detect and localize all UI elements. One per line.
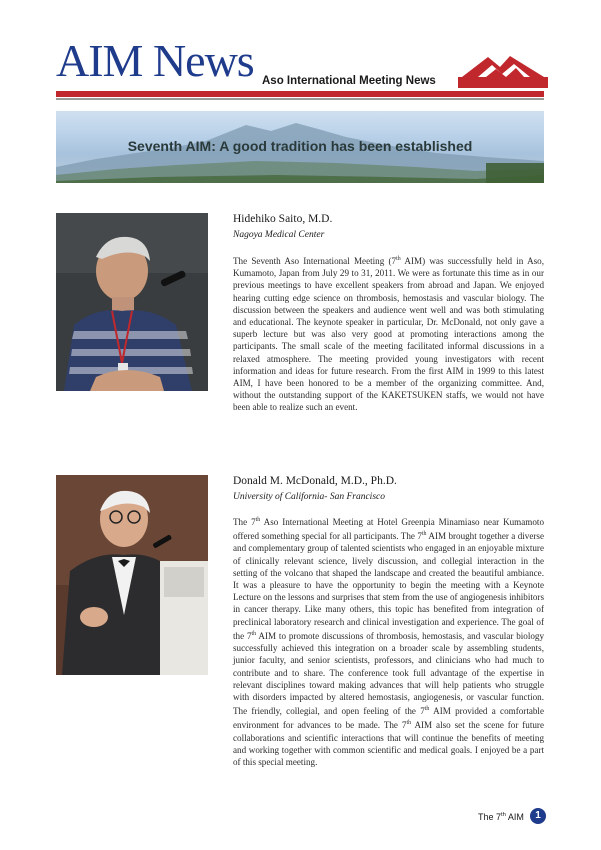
masthead-red-rule <box>56 91 544 97</box>
author-photo-saito <box>56 213 208 391</box>
masthead-subtitle: Aso International Meeting News <box>262 75 436 87</box>
aim-logo-icon <box>458 52 548 88</box>
author-affiliation: University of California- San Francisco <box>233 492 385 502</box>
footer-label: The 7th AIM <box>478 812 524 822</box>
banner <box>56 111 544 183</box>
page-number-badge: 1 <box>530 808 546 824</box>
author-name: Donald M. McDonald, M.D., Ph.D. <box>233 475 397 487</box>
author-photo-mcdonald <box>56 475 208 675</box>
article-body: The Seventh Aso International Meeting (7th AIM) was successfully held in Aso, Kumamoto, Japan from July 29 to 31, 2011. We were as fortunate this time as in our previous meetings to have excellent speakers from abroad and Japan. We enjoyed hearing cutting edge science on thrombosis, hemostasis and vascular biology. The discussion between the speakers and audience went well and was both stimulating and educational. The keynote speaker in particular, Dr. McDonald, not only gave a superb lecture but was also very good at promoting interactions among the participants. The small scale of the meeting facilitated informal discussions in a relaxed atmosphere. The meeting provided young investigators with recent information and ideas for future research. From the first AIM in 1999 to this latest AIM, I have been honored to be a member of the organizing committee. And, without the outstanding support of the KAKETSUKEN staffs, we would not have been able to realize such an event. <box>233 256 545 413</box>
masthead-title: AIM News <box>56 35 254 86</box>
banner-title: Seventh AIM: A good tradition has been established <box>127 138 473 154</box>
author-name: Hidehiko Saito, M.D. <box>233 213 333 225</box>
masthead-gray-rule <box>56 98 544 100</box>
article-body: The 7th Aso International Meeting at Hotel Greenpia Minamiaso near Kumamoto offered something special for all participants. The 7th AIM brought together a diverse and complementary group of talented scientists who engaged in an enjoyable mixture of clinically relevant science, lively discussion, and collegial interaction in the setting of the volcano that shaped the landscape and created the beautiful ambiance. It was a pleasure to have the opportunity to begin the meeting with a Keynote Lecture on the lessons and surprises that stem from the use of angiogenesis inhibitors in cancer therapy. Like many others, this topic has benefited from integration of preclinical laboratory research and clinical investigation and experience. The goal of the 7th AIM to promote discussions of thrombosis, hemostasis, and vascular biology successfully achieved this integration on a broader scale by assembling students, junior faculty, and senior scientists, professors, and clinicians who had much to contribute and to share. The conference took full advantage of the expertise in relevant disciplines toward making advances that will help patients who struggle with disorders impacted by altered hemostasis, angiogenesis, or vascular function. The friendly, collegial, and open feeling of the 7th AIM provided a comfortable environment for advances to be made. The 7th AIM also set the scene for future collaborations and scientific interactions that will continue the benefits of meeting and working together with common scientific and medical goals. I enjoyed be a part of this special meeting. <box>233 517 544 768</box>
author-affiliation: Nagoya Medical Center <box>233 230 325 240</box>
